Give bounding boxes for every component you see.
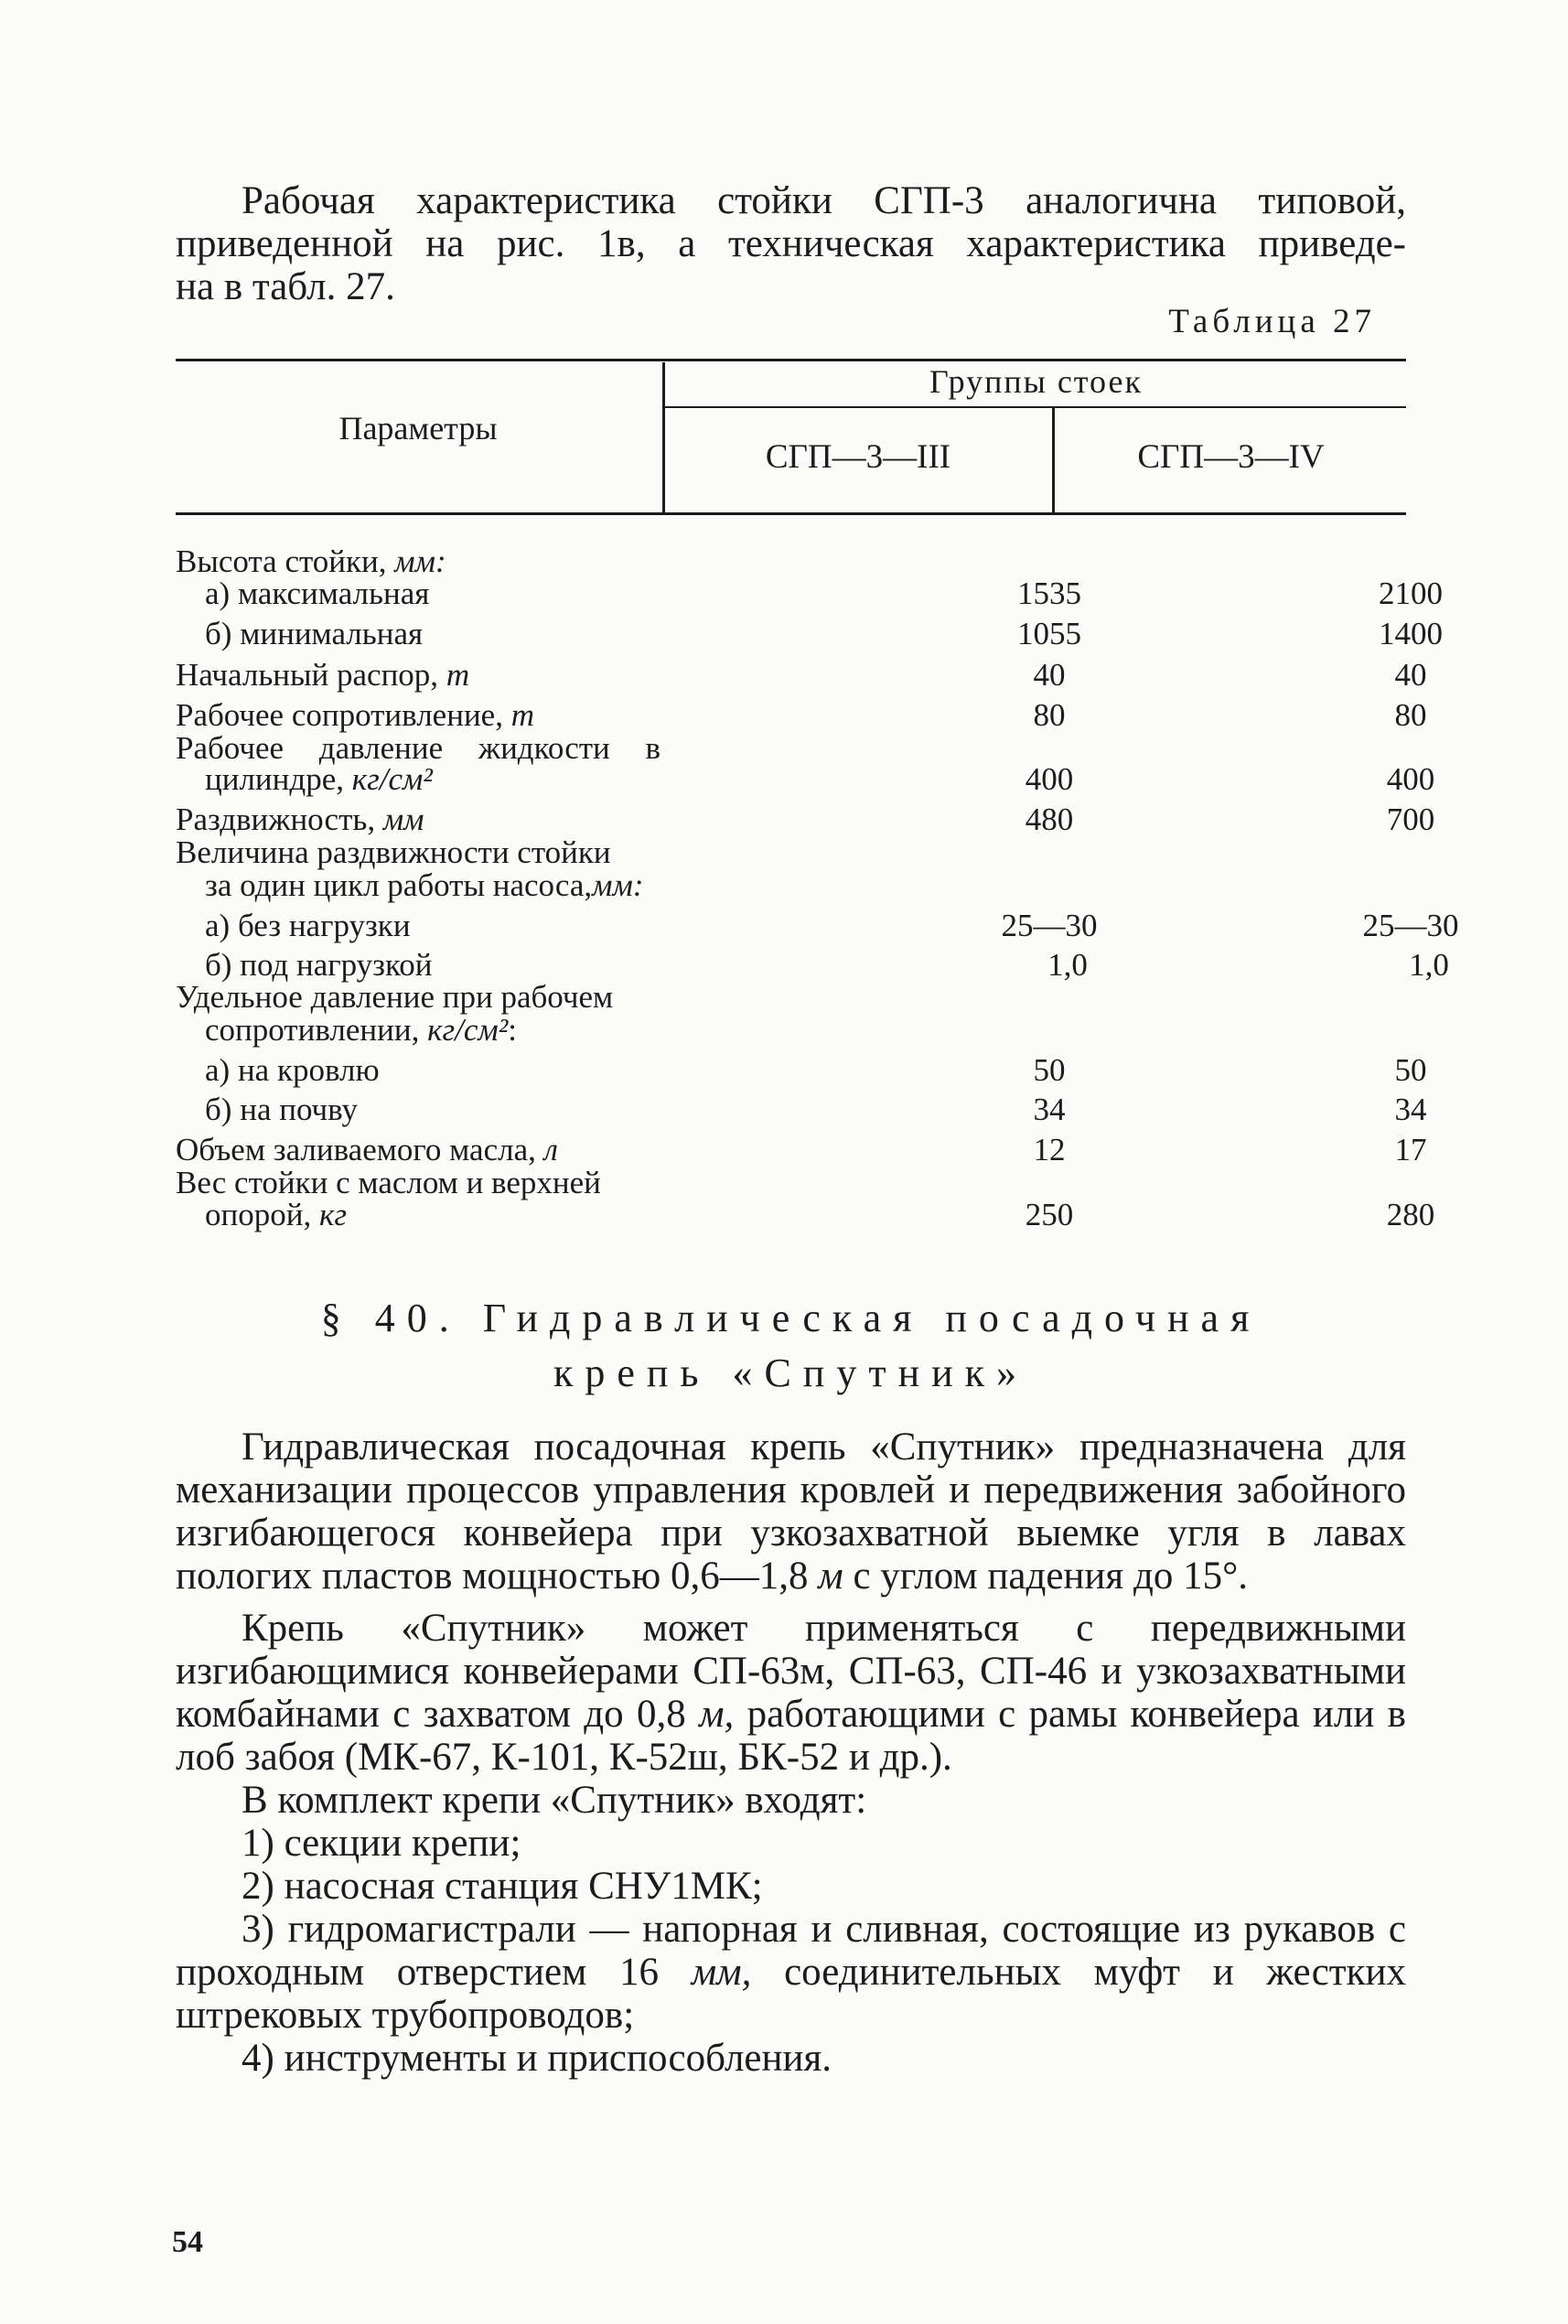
list-item: 1) секции крепи; [242, 1822, 521, 1865]
intro-line: Рабочая характеристика стойки СГП-3 аналогична типовой, [242, 179, 1406, 222]
table-group-rule [664, 406, 1406, 408]
row-label: а) максимальная [205, 576, 430, 611]
value-sgp-3-iv: 25—30 [1362, 908, 1459, 943]
list-item: 3) гидромагистрали — напорная и сливная, состоящие из рукавов с проходным отверстием 16 мм, соединительных муфт и жестких штрековых трубопроводов; [176, 1908, 1406, 2037]
body-text [176, 1426, 1406, 2080]
paragraph: Крепь «Спутник» может применяться с передвижными изгибающимися конвейерами СП-63м, СП-63, СП-46 и узкозахватными комбайнами с захватом до 0,8 м, работающими с рамы конвейера или в лоб забоя (МК-67, К-101, К-52ш, БК-52 и др.). [176, 1607, 1406, 1779]
table-top-rule [176, 359, 1406, 361]
row-label: цилиндре, кг/см² [205, 761, 433, 797]
paragraph: В комплект крепи «Спутник» входят: [242, 1779, 867, 1822]
table-header-bottom-rule [176, 512, 1406, 515]
value-sgp-3-iii: 12 [1033, 1132, 1066, 1167]
row-label: а) без нагрузки [205, 908, 411, 943]
value-sgp-3-iv: 17 [1394, 1132, 1427, 1167]
row-label: б) минимальная [205, 616, 424, 651]
value-sgp-3-iii: 40 [1033, 657, 1066, 693]
value-sgp-3-iii: 1535 [1017, 576, 1081, 611]
components-list [176, 1822, 1406, 2080]
page-number: 54 [172, 2225, 203, 2259]
table-row [176, 1090, 1427, 1130]
header-groups: Группы стоек [929, 363, 1143, 400]
list-item: 4) инструменты и приспособления. [242, 2037, 832, 2080]
row-label: Начальный распор, т [176, 657, 470, 693]
row-label: Раздвижность, мм [176, 802, 424, 837]
row-label: Объем заливаемого масла, л [176, 1132, 558, 1167]
table-row [176, 759, 1435, 800]
intro-line: на в табл. 27. [176, 265, 395, 308]
row-label: б) на почву [205, 1092, 358, 1127]
row-label: Удельное давление при рабочем [176, 979, 614, 1015]
value-sgp-3-iii: 480 [1025, 802, 1074, 837]
row-label: Рабочее сопротивление, т [176, 697, 534, 733]
value-sgp-3-iv: 700 [1386, 802, 1435, 837]
table-row [176, 1195, 1435, 1235]
paragraph: Гидравлическая посадочная крепь «Спутник» предназначена для механизации процессов управления кровлей и передвижения забойного изгибающегося конвейера при узкозахватной выемке угля в лавах пологих пластов мощностью 0,6—1,8 м с углом падения до 15°. [176, 1426, 1406, 1598]
table-row [176, 866, 1406, 906]
table-row [176, 655, 1427, 695]
table-row [176, 574, 1443, 614]
table-row [176, 614, 1443, 654]
value-sgp-3-iii: 34 [1033, 1092, 1066, 1127]
row-label: сопротивлении, кг/см²: [205, 1012, 517, 1048]
value-sgp-3-iv: 34 [1394, 1092, 1427, 1127]
value-sgp-3-iii: 80 [1033, 697, 1066, 733]
row-label: Величина раздвижности стойки [176, 834, 611, 870]
value-sgp-3-iii: 400 [1025, 761, 1074, 797]
value-sgp-3-iii: 250 [1025, 1197, 1074, 1232]
row-label: б) под нагрузкой [205, 947, 433, 983]
table-params-divider [662, 362, 665, 512]
row-label: Вес стойки с маслом и верхней [176, 1165, 601, 1200]
value-sgp-3-iii: 25—30 [1001, 908, 1098, 943]
value-sgp-3-iv: 50 [1394, 1052, 1427, 1088]
header-sgp-3-iv: СГП—3—IV [1137, 438, 1325, 476]
value-sgp-3-iv: 400 [1386, 761, 1435, 797]
section-title: § 40. Гидравлическая посадочная [320, 1296, 1262, 1340]
row-label: Рабочее давление жидкости в [176, 730, 660, 766]
table-columns-divider [1052, 408, 1055, 512]
value-sgp-3-iii: 1,0 [1047, 947, 1088, 983]
value-sgp-3-iii: 1055 [1017, 616, 1081, 651]
header-sgp-3-iii: СГП—3—III [765, 438, 951, 476]
table-row [176, 1050, 1427, 1091]
table-caption: Таблица 27 [1168, 303, 1376, 340]
row-label: за один цикл работы насоса,мм: [205, 867, 644, 903]
value-sgp-3-iii: 50 [1033, 1052, 1066, 1088]
table-row [176, 906, 1459, 946]
header-parameters: Параметры [338, 410, 498, 447]
section-title-line2: крепь «Спутник» [553, 1350, 1029, 1395]
value-sgp-3-iv: 2100 [1379, 576, 1443, 611]
row-label: опорой, кг [205, 1197, 347, 1232]
row-label: а) на кровлю [205, 1052, 380, 1088]
list-item: 2) насосная станция СНУ1МК; [242, 1865, 763, 1908]
row-label: Высота стойки, мм: [176, 543, 446, 579]
intro-line: приведенной на рис. 1в, а техническая характеристика приведе- [176, 222, 1406, 265]
value-sgp-3-iv: 40 [1394, 657, 1427, 693]
value-sgp-3-iv: 80 [1394, 697, 1427, 733]
value-sgp-3-iv: 280 [1386, 1197, 1435, 1232]
table-row [176, 1010, 1406, 1050]
value-sgp-3-iv: 1,0 [1409, 947, 1449, 983]
intro-paragraph [176, 179, 1406, 308]
value-sgp-3-iv: 1400 [1379, 616, 1443, 651]
